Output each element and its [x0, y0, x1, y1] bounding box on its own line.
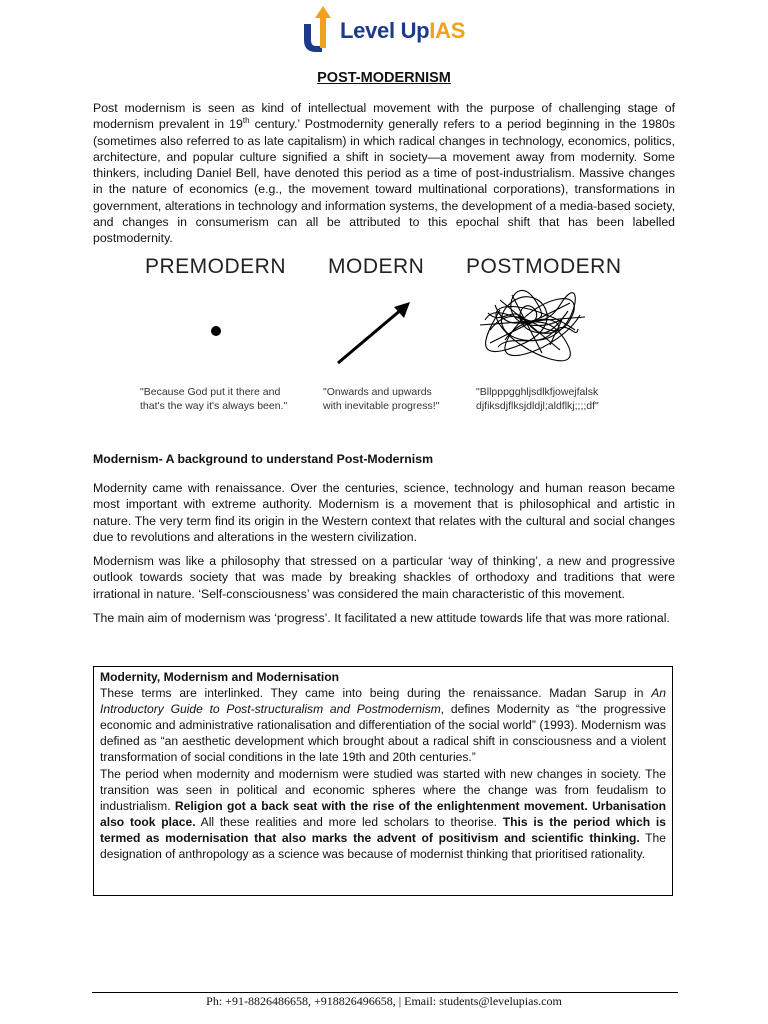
premodern-dot-icon: [211, 326, 221, 336]
modern-label: MODERN: [328, 255, 425, 278]
modernism-paragraph-1: Modernity came with renaissance. Over the centuries, science, technology and human reason became most important with extreme authority. Modernism is a movement that is philosophical and artistic in nature. The very term find its origin in the Western context that relates with the cultural and social changes due to revolutions and alterations in the western civilization.: [93, 481, 675, 544]
postmodern-label: POSTMODERN: [466, 255, 622, 278]
postmodern-caption: "Bllpppgghljsdlkfjowejfalsk djfiksdjflksjdldjl;aldflkj;;;;df": [476, 386, 599, 412]
box-paragraph-2: The period when modernity and modernism were studied was started with new changes in society. The transition was seen in political and economic spheres where the change was from feudalism to industrialism. Religion got a back seat with the rise of the enlightenment movement. Urbanisation also took place. All these realities and more led scholars to theorise. This is the period which is termed as modernisation that also marks the advent of positivism and scientific thinking. The designation of anthropology as a science was because of modernist thinking that prioritised rationality.: [100, 766, 666, 862]
box-paragraph-1: These terms are interlinked. They came into being during the renaissance. Madan Sarup in An Introductory Guide to Post-structuralism and Postmodernism, defines Modernity as “the progressive economic and administrative rationalisation and differentiation of the social world” (1993). Modernism was defined as “an aesthetic development which brought about a radical shift in consciousness and a violent transformation of social conditions in the late 19th and 20th centuries.”: [100, 686, 666, 765]
logo-mark-icon: [300, 4, 340, 56]
logo-text: Level UpIAS: [340, 18, 466, 43]
premodern-label: PREMODERN: [145, 255, 287, 278]
modernity-info-box: [93, 666, 673, 896]
modernism-paragraphs: [93, 480, 675, 634]
modern-caption: "Onwards and upwards with inevitable progress!": [323, 386, 440, 412]
box-heading: Modernity, Modernism and Modernisation: [100, 670, 339, 684]
modernism-paragraph-3: The main aim of modernism was ‘progress’. It facilitated a new attitude towards life that was more rational.: [93, 611, 670, 626]
section-heading: Modernism- A background to understand Post-Modernism: [93, 452, 434, 466]
premodern-caption: "Because God put it there and that's the way it's always been.": [140, 386, 288, 412]
intro-paragraph: Post modernism is seen as kind of intellectual movement with the purpose of challenging stage of modernism prevalent in 19th century.’ Postmodernity generally refers to a period beginning in the 1980s (sometimes also referred to as late capitalism) in which radical changes in technology, economics, politics, architecture, and popular culture signified a shift in society—a movement away from modernity. Some thinkers, including Daniel Bell, have denoted this period as a time of post-industrialism. Massive changes in the nature of economics (e.g., the movement toward multinational corporations), transformations in government, alterations in technology and information systems, the development of a media-based society, and changes in consumerism can all be attributed to this epochal shift that has been labelled postmodernity.: [93, 101, 675, 246]
level-up-ias-logo: [300, 4, 470, 56]
premodern-modern-postmodern-figure: [140, 255, 640, 425]
figure-drawings: [140, 285, 640, 385]
modernism-paragraph-2: Modernism was like a philosophy that stressed on a particular ‘way of thinking’, a new and progressive outlook towards society that was made by breaking shackles of orthodoxy and traditions that were irrational in nature. ‘Self-consciousness’ was considered the main characteristic of this movement.: [93, 554, 675, 601]
postmodern-scribble-icon: [480, 290, 585, 360]
footer-divider: [92, 992, 678, 993]
page-title: POST-MODERNISM: [317, 70, 451, 86]
footer-contact: Ph: +91-8826486658, +918826496658, | Email: students@levelupias.com: [206, 994, 562, 1008]
modern-arrow-icon: [338, 302, 410, 363]
